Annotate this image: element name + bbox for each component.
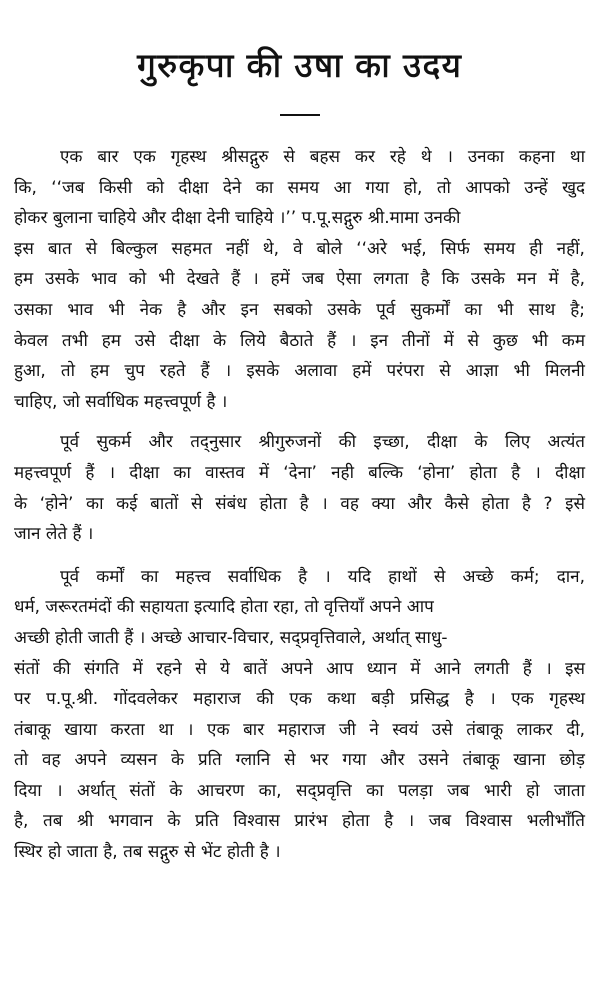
- paragraph-line: अच्छी होती जाती हैं । अच्छे आचार-विचार, सद्प्रवृत्तिवाले, अर्थात् साधु-: [14, 627, 448, 648]
- paragraph-line: स्थिर हो जाता है, तब सद्गुरु से भेंट होती है ।: [14, 842, 281, 863]
- paragraph-3: [14, 562, 585, 868]
- paragraph-line: केवल तभी हम उसे दीक्षा के लिये बैठाते हैं । इन तीनों में से कुछ भी कम: [14, 330, 586, 351]
- paragraph-line: दिया । अर्थात् संतों के आचरण का, सद्प्रवृत्ति का पलड़ा जब भारी हो जाता: [14, 780, 586, 801]
- paragraph-1: [14, 142, 585, 417]
- paragraph-line: हुआ, तो हम चुप रहते हैं । इसके अलावा हमें परंपरा से आज्ञा भी मिलनी: [14, 361, 585, 382]
- chapter-title: गुरुकृपा की उषा का उदय: [136, 46, 463, 86]
- paragraph-line: होकर बुलाना चाहिये और दीक्षा देनी चाहिये ।’’ प.पू.सद्गुरु श्री.मामा उनकी: [14, 208, 461, 229]
- paragraph-line: इस बात से बिल्कुल सहमत नहीं थे, वे बोले ‘‘अरे भई, सिर्फ समय ही नहीं,: [14, 238, 585, 259]
- paragraph-line: के ‘होने’ का कई बातों से संबंध होता है । वह क्या और कैसे होता है ? इसे: [14, 493, 586, 514]
- paragraph-2: [14, 427, 585, 549]
- paragraph-line: है, तब श्री भगवान के प्रति विश्वास प्रारंभ होता है । जब विश्वास भलीभाँति: [14, 811, 585, 832]
- title-divider: [280, 114, 320, 116]
- paragraph-line: धर्म, जरूरतमंदों की सहायता इत्यादि होता रहा, तो वृत्तियाँ अपने आप: [14, 597, 434, 618]
- paragraph-line: जान लेते हैं ।: [14, 524, 94, 545]
- paragraph-line: हम उसके भाव को भी देखते हैं । हमें जब ऐसा लगता है कि उसके मन में है,: [14, 269, 586, 290]
- paragraph-line: महत्त्वपूर्ण हैं । दीक्षा का वास्तव में ‘देना’ नही बल्कि ‘होना’ होता है । दीक्षा: [14, 462, 586, 483]
- paragraph-line: एक बार एक गृहस्थ श्रीसद्गुरु से बहस कर रहे थे । उनका कहना था: [60, 147, 586, 167]
- paragraph-line: तो वह अपने व्यसन के प्रति ग्लानि से भर गया और उसने तंबाकू खाना छोड़: [14, 750, 585, 771]
- paragraph-line: पर प.पू.श्री. गोंदवलेकर महाराज की एक कथा बड़ी प्रसिद्ध है । एक गृहस्थ: [14, 689, 586, 710]
- paragraph-line: पूर्व कर्मों का महत्त्व सर्वाधिक है । यदि हाथों से अच्छे कर्म; दान,: [60, 566, 585, 587]
- paragraph-line: कि, ‘‘जब किसी को दीक्षा देने का समय आ गया हो, तो आपको उन्हें खुद: [14, 177, 586, 198]
- paragraph-line: तंबाकू खाया करता था । एक बार महाराज जी ने स्वयं उसे तंबाकू लाकर दी,: [14, 719, 586, 740]
- paragraph-line: चाहिए, जो सर्वाधिक महत्त्वपूर्ण है ।: [14, 391, 228, 412]
- paragraph-line: पूर्व सुकर्म और तद्नुसार श्रीगुरुजनों की इच्छा, दीक्षा के लिए अत्यंत: [60, 432, 585, 453]
- paragraph-line: उसका भाव भी नेक है और इन सबको उसके पूर्व सुकर्मों का भी साथ है;: [14, 299, 586, 320]
- paragraph-line: संतों की संगति में रहने से ये बातें अपने आप ध्यान में आने लगती हैं । इस: [14, 658, 586, 679]
